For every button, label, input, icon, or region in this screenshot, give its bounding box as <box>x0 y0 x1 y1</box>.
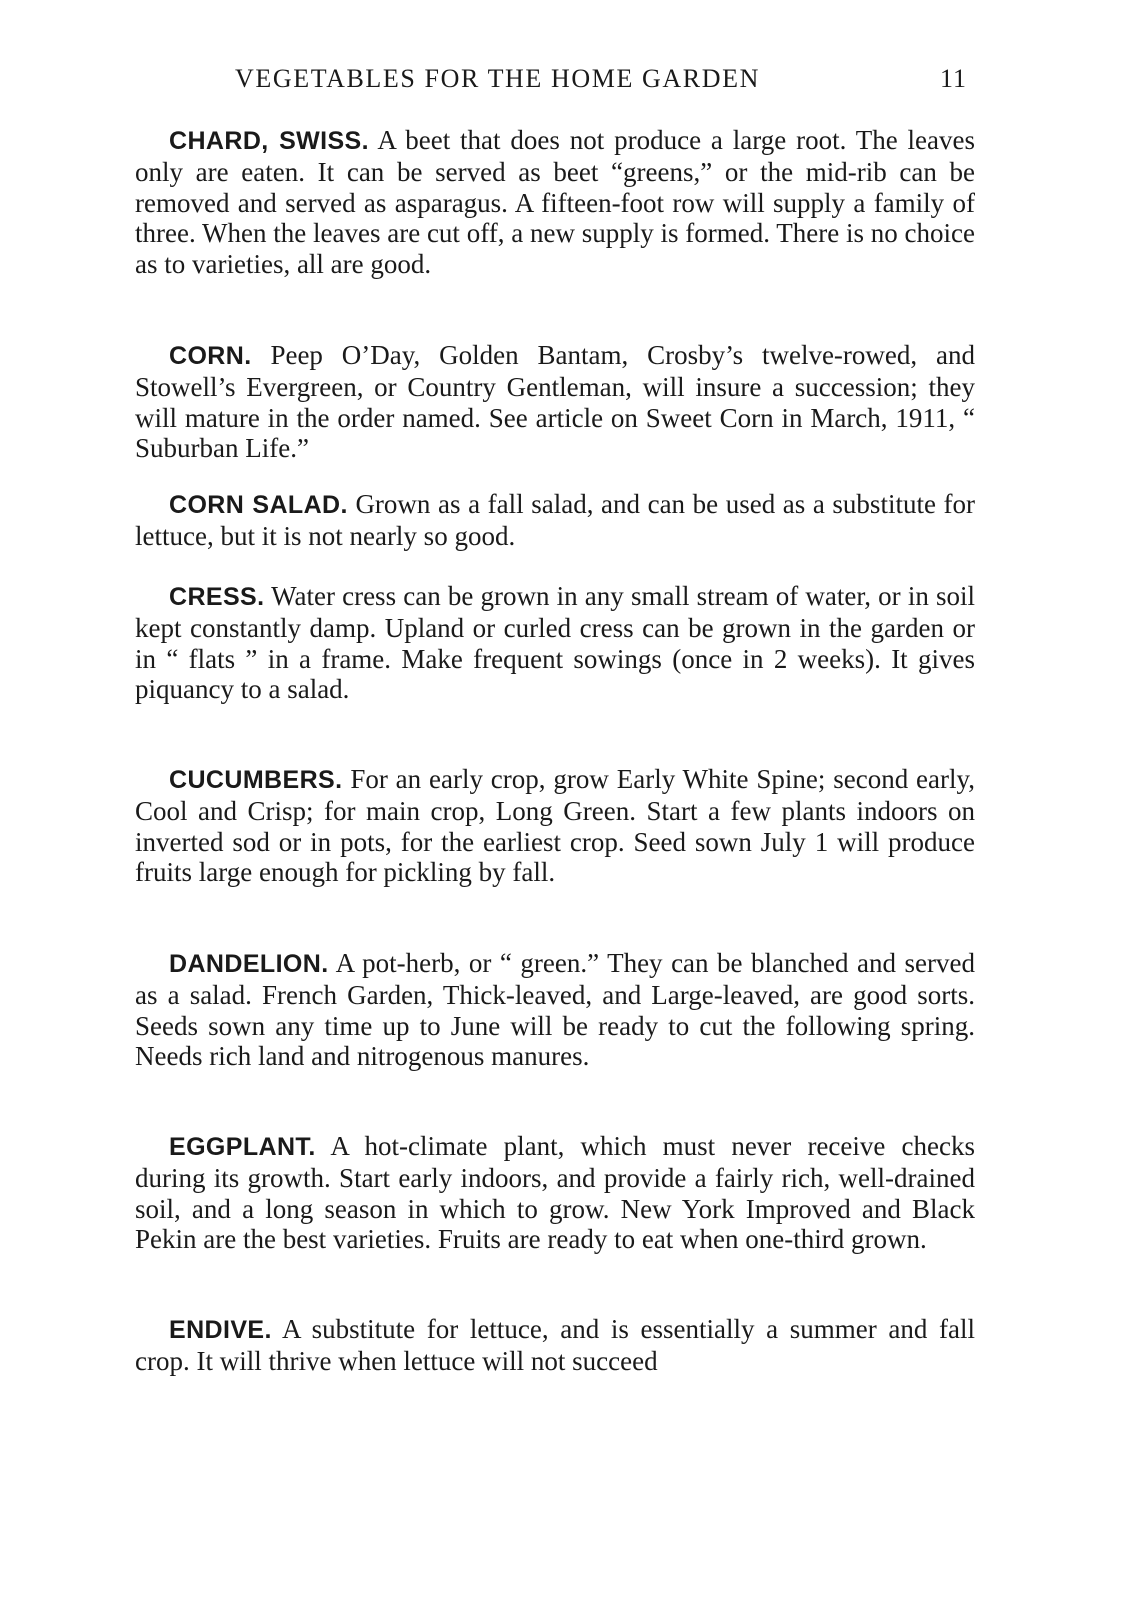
entry-text: Peep O’Day, Golden Bantam, Crosby’s twelve-rowed, and Stowell’s Evergreen, or Country Gentleman, will insure a succession; they will mature in the order named. See article on Sweet Corn in March, 1911, “ Suburban Life.” <box>135 340 975 464</box>
entry-cucumbers <box>135 764 975 888</box>
entry-corn <box>135 340 975 464</box>
entry-term: ENDIVE. <box>169 1316 272 1344</box>
entry-text: A hot-climate plant, which must never receive checks during its growth. Start early indoors, and provide a fairly rich, well-drained soil, and a long season in which to grow. New York Improved and Black Pekin are the best varieties. Fruits are ready to eat when one-third grown. <box>135 1131 975 1255</box>
page-header <box>135 64 975 104</box>
entry-text: A pot-herb, or “ green.” They can be blanched and served as a salad. French Garden, Thick-leaved, and Large-leaved, are good sorts. Seeds sown any time up to June will be ready to cut the following spring. Needs rich land and nitrogenous manures. <box>135 948 975 1072</box>
entry-paragraph <box>135 489 975 552</box>
entry-chard-swiss <box>135 125 975 280</box>
entry-term: DANDELION. <box>169 950 329 978</box>
entry-paragraph <box>135 581 975 705</box>
entry-term: CHARD, SWISS. <box>169 127 369 155</box>
entry-term: CRESS. <box>169 583 265 611</box>
entry-term: EGGPLANT. <box>169 1133 316 1161</box>
entry-paragraph <box>135 764 975 888</box>
entry-text: A substitute for lettuce, and is essentially a summer and fall crop. It will thrive when lettuce will not succeed <box>135 1314 975 1376</box>
entry-paragraph <box>135 125 975 280</box>
entry-paragraph <box>135 1314 975 1377</box>
entry-text: For an early crop, grow Early White Spine; second early, Cool and Crisp; for main crop, Long Green. Start a few plants indoors on inverted sod or in pots, for the earliest crop. Seed sown July 1 will produce fruits large enough for pickling by fall. <box>135 764 976 888</box>
entry-text: A beet that does not produce a large root. The leaves only are eaten. It can be served as beet “greens,” or the mid-rib can be removed and served as asparagus. A fifteen-foot row will supply a family of three. When the leaves are cut off, a new supply is formed. There is no choice as to varieties, all are good. <box>135 125 975 280</box>
entry-text: Grown as a fall salad, and can be used as a substitute for lettuce, but it is not nearly so good. <box>135 489 975 551</box>
entry-paragraph <box>135 948 975 1072</box>
entry-term: CORN. <box>169 342 252 370</box>
entry-paragraph <box>135 1131 975 1255</box>
entry-eggplant <box>135 1131 975 1255</box>
running-head: VEGETABLES FOR THE HOME GARDEN <box>235 64 760 93</box>
page-number: 11 <box>939 64 967 93</box>
entry-dandelion <box>135 948 975 1072</box>
entry-term: CUCUMBERS. <box>169 766 343 794</box>
entry-paragraph <box>135 340 975 464</box>
entry-cress <box>135 581 975 705</box>
entry-term: CORN SALAD. <box>169 491 348 519</box>
entry-endive <box>135 1314 975 1377</box>
entry-corn-salad <box>135 489 975 552</box>
entry-text: Water cress can be grown in any small stream of water, or in soil kept constantly damp. Upland or curled cress can be grown in the garden or in “ flats ” in a frame. Make frequent sowings (once in 2 weeks). It gives piquancy to a salad. <box>135 581 975 705</box>
